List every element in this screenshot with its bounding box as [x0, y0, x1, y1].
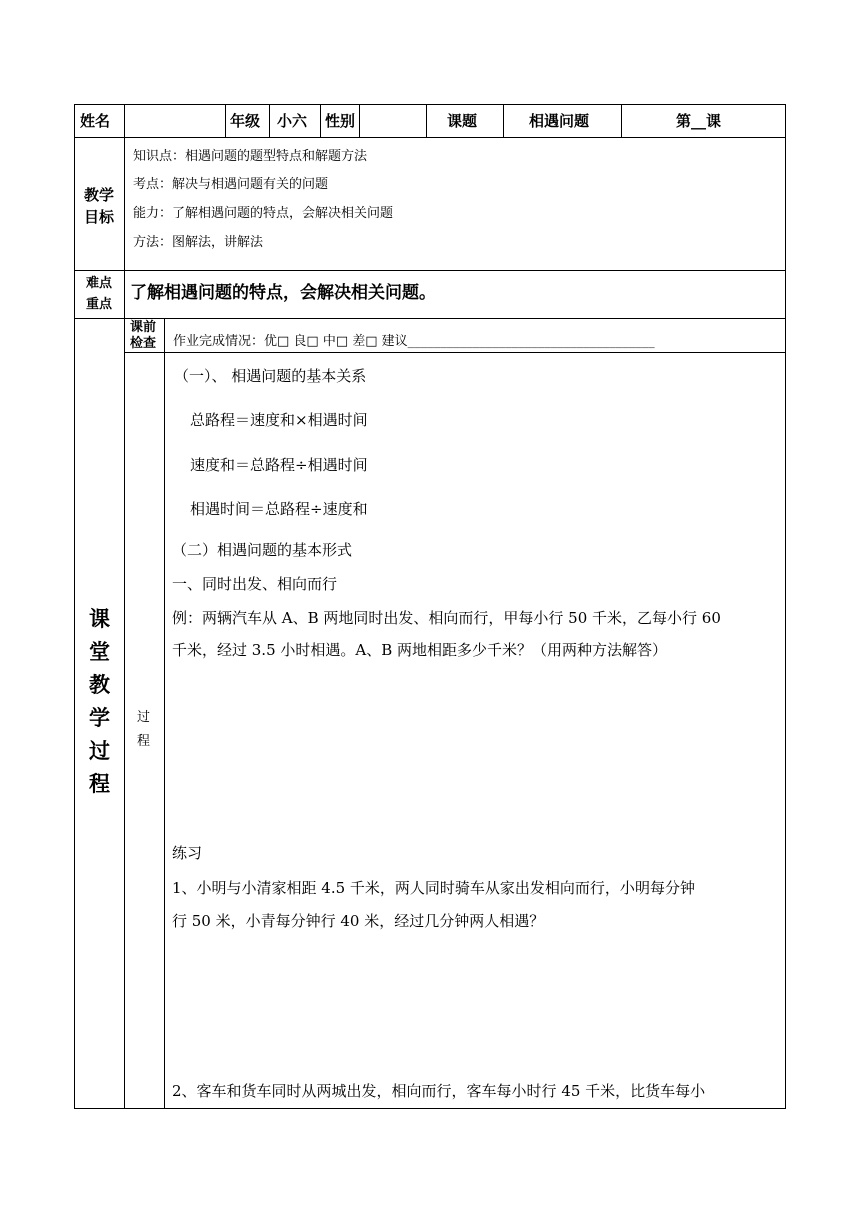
goals-label-line2: 目标 — [84, 208, 115, 226]
key-points-label-line1: 难点 — [86, 276, 113, 291]
topic-value: 相遇问题 — [529, 112, 590, 130]
gender-label: 性别 — [325, 112, 356, 130]
goals-label-line1: 教学 — [84, 186, 115, 204]
key-points-text: 了解相遇问题的特点，会解决相关问题。 — [130, 283, 436, 303]
table-divider — [320, 104, 321, 138]
process-sub-label-line2: 程 — [137, 734, 151, 749]
key-points-label-line2: 重点 — [86, 297, 113, 312]
table-border — [74, 104, 786, 105]
table-divider — [124, 318, 125, 1109]
table-divider — [74, 318, 786, 319]
grade-label: 年级 — [230, 112, 261, 130]
table-divider — [124, 352, 786, 353]
precheck-label-line1: 课前 — [130, 320, 157, 335]
section-char-2: 堂 — [89, 640, 110, 664]
goal-item-knowledge: 知识点：相遇问题的题型特点和解题方法 — [133, 149, 368, 164]
section-char-3: 教 — [89, 673, 110, 697]
formula-total-distance: 总路程＝速度和×相遇时间 — [190, 411, 368, 429]
section-char-4: 学 — [89, 706, 110, 730]
formula-meeting-time: 相遇时间＝总路程÷速度和 — [190, 500, 368, 518]
table-divider — [124, 104, 125, 319]
grade-value: 小六 — [277, 112, 308, 130]
process-sub-label-line1: 过 — [137, 710, 151, 725]
practice-1-line-1: 1、小明与小清家相距 4.5 千米，两人同时骑车从家出发相向而行，小明每分钟 — [172, 879, 695, 897]
table-divider — [621, 104, 622, 138]
example-line-2: 千米，经过 3.5 小时相遇。A、B 两地相距多少千米？（用两种方法解答） — [172, 641, 668, 659]
practice-2-line-1: 2、客车和货车同时从两城出发，相向而行，客车每小时行 45 千米，比货车每小 — [172, 1082, 706, 1100]
formula-speed-sum: 速度和＝总路程÷相遇时间 — [190, 456, 368, 474]
lesson-number-label: 第__课 — [676, 112, 722, 130]
goal-item-ability: 能力：了解相遇问题的特点，会解决相关问题 — [133, 206, 394, 221]
section-char-1: 课 — [89, 607, 110, 631]
basic-forms-heading: （二）相遇问题的基本形式 — [172, 541, 353, 559]
topic-label: 课题 — [447, 112, 478, 130]
table-divider — [74, 270, 786, 271]
practice-heading: 练习 — [172, 844, 203, 862]
section-char-5: 过 — [89, 739, 110, 763]
table-divider — [164, 318, 165, 1109]
goal-item-exam-point: 考点：解决与相遇问题有关的问题 — [133, 177, 329, 192]
form-one-heading: 一、同时出发、相向而行 — [172, 575, 338, 593]
precheck-label-line2: 检查 — [130, 336, 157, 351]
table-divider — [426, 104, 427, 138]
table-divider — [503, 104, 504, 138]
table-divider — [74, 137, 786, 138]
name-label: 姓名 — [80, 112, 111, 130]
table-divider — [269, 104, 270, 138]
table-border — [74, 1108, 786, 1109]
table-divider — [225, 104, 226, 138]
section-char-6: 程 — [89, 772, 110, 796]
basic-relations-heading: （一）、 相遇问题的基本关系 — [174, 367, 367, 385]
table-divider — [359, 104, 360, 138]
table-border — [74, 104, 75, 1109]
example-line-1: 例：两辆汽车从 A、B 两地同时出发、相向而行，甲每小行 50 千米，乙每小行 60 — [172, 609, 721, 627]
practice-1-line-2: 行 50 米，小青每分钟行 40 米，经过几分钟两人相遇？ — [172, 912, 545, 930]
precheck-text: 作业完成情况：优□ 良□ 中□ 差□ 建议______________________________________ — [173, 334, 655, 349]
goal-item-method: 方法：图解法，讲解法 — [133, 235, 264, 250]
table-border — [785, 104, 786, 1109]
